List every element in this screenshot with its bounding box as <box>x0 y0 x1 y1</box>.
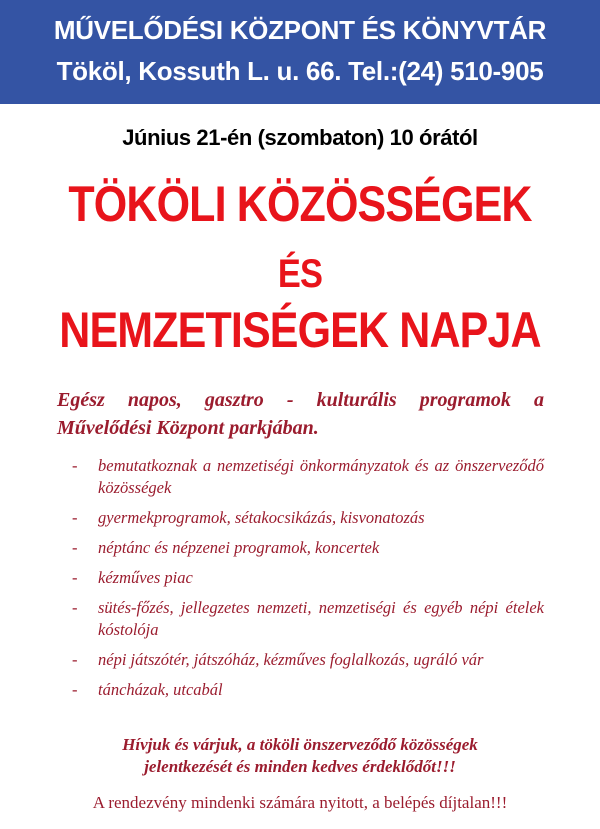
invitation-line1: Hívjuk és várjuk, a tököli önszerveződő közösségek <box>122 735 478 754</box>
program-text: néptánc és népzenei programok, koncertek <box>98 538 380 557</box>
event-title-line3: NEMZETISÉGEK NAPJA <box>59 302 541 358</box>
list-marker: - <box>72 456 78 475</box>
program-text: gyermekprogramok, sétakocsikázás, kisvonatozás <box>98 508 425 527</box>
list-item <box>72 507 544 529</box>
program-text: táncházak, utcabál <box>98 680 223 699</box>
list-item <box>72 537 544 559</box>
list-marker: - <box>72 538 78 557</box>
program-text: sütés-főzés, jellegzetes nemzeti, nemzetiségi és egyéb népi ételek kóstolója <box>98 598 544 639</box>
intro-text <box>57 386 544 442</box>
program-text: bemutatkoznak a nemzetiségi önkormányzatok és az önszerveződő közösségek <box>98 456 544 497</box>
list-item <box>72 679 544 701</box>
header-banner <box>0 0 600 104</box>
intro-line1: Egész napos, gasztro - kulturális programok a <box>57 389 544 411</box>
entry-note: A rendezvény mindenki számára nyitott, a belépés díjtalan!!! <box>92 793 508 812</box>
institution-name: MŰVELŐDÉSI KÖZPONT ÉS KÖNYVTÁR <box>53 15 547 45</box>
event-title-line1: TÖKÖLI KÖZÖSSÉGEK <box>68 176 532 232</box>
program-list <box>72 455 544 709</box>
invitation-line2: jelentkezését és minden kedves érdeklődőt!!! <box>144 757 456 776</box>
event-date: Június 21-én (szombaton) 10 órától <box>122 125 478 150</box>
list-marker: - <box>72 508 78 527</box>
invitation-text <box>40 734 560 778</box>
list-item <box>72 649 544 671</box>
list-item <box>72 455 544 499</box>
program-text: kézműves piac <box>98 568 193 587</box>
program-text: népi játszótér, játszóház, kézműves foglalkozás, ugráló vár <box>98 650 484 669</box>
list-item <box>72 597 544 641</box>
list-marker: - <box>72 598 78 617</box>
list-marker: - <box>72 680 78 699</box>
list-marker: - <box>72 568 78 587</box>
intro-line2: Művelődési Központ parkjában. <box>57 417 319 439</box>
list-marker: - <box>72 650 78 669</box>
institution-address: Tököl, Kossuth L. u. 66. Tel.:(24) 510-905 <box>56 56 544 86</box>
list-item <box>72 567 544 589</box>
event-title-line2: ÉS <box>277 252 323 296</box>
